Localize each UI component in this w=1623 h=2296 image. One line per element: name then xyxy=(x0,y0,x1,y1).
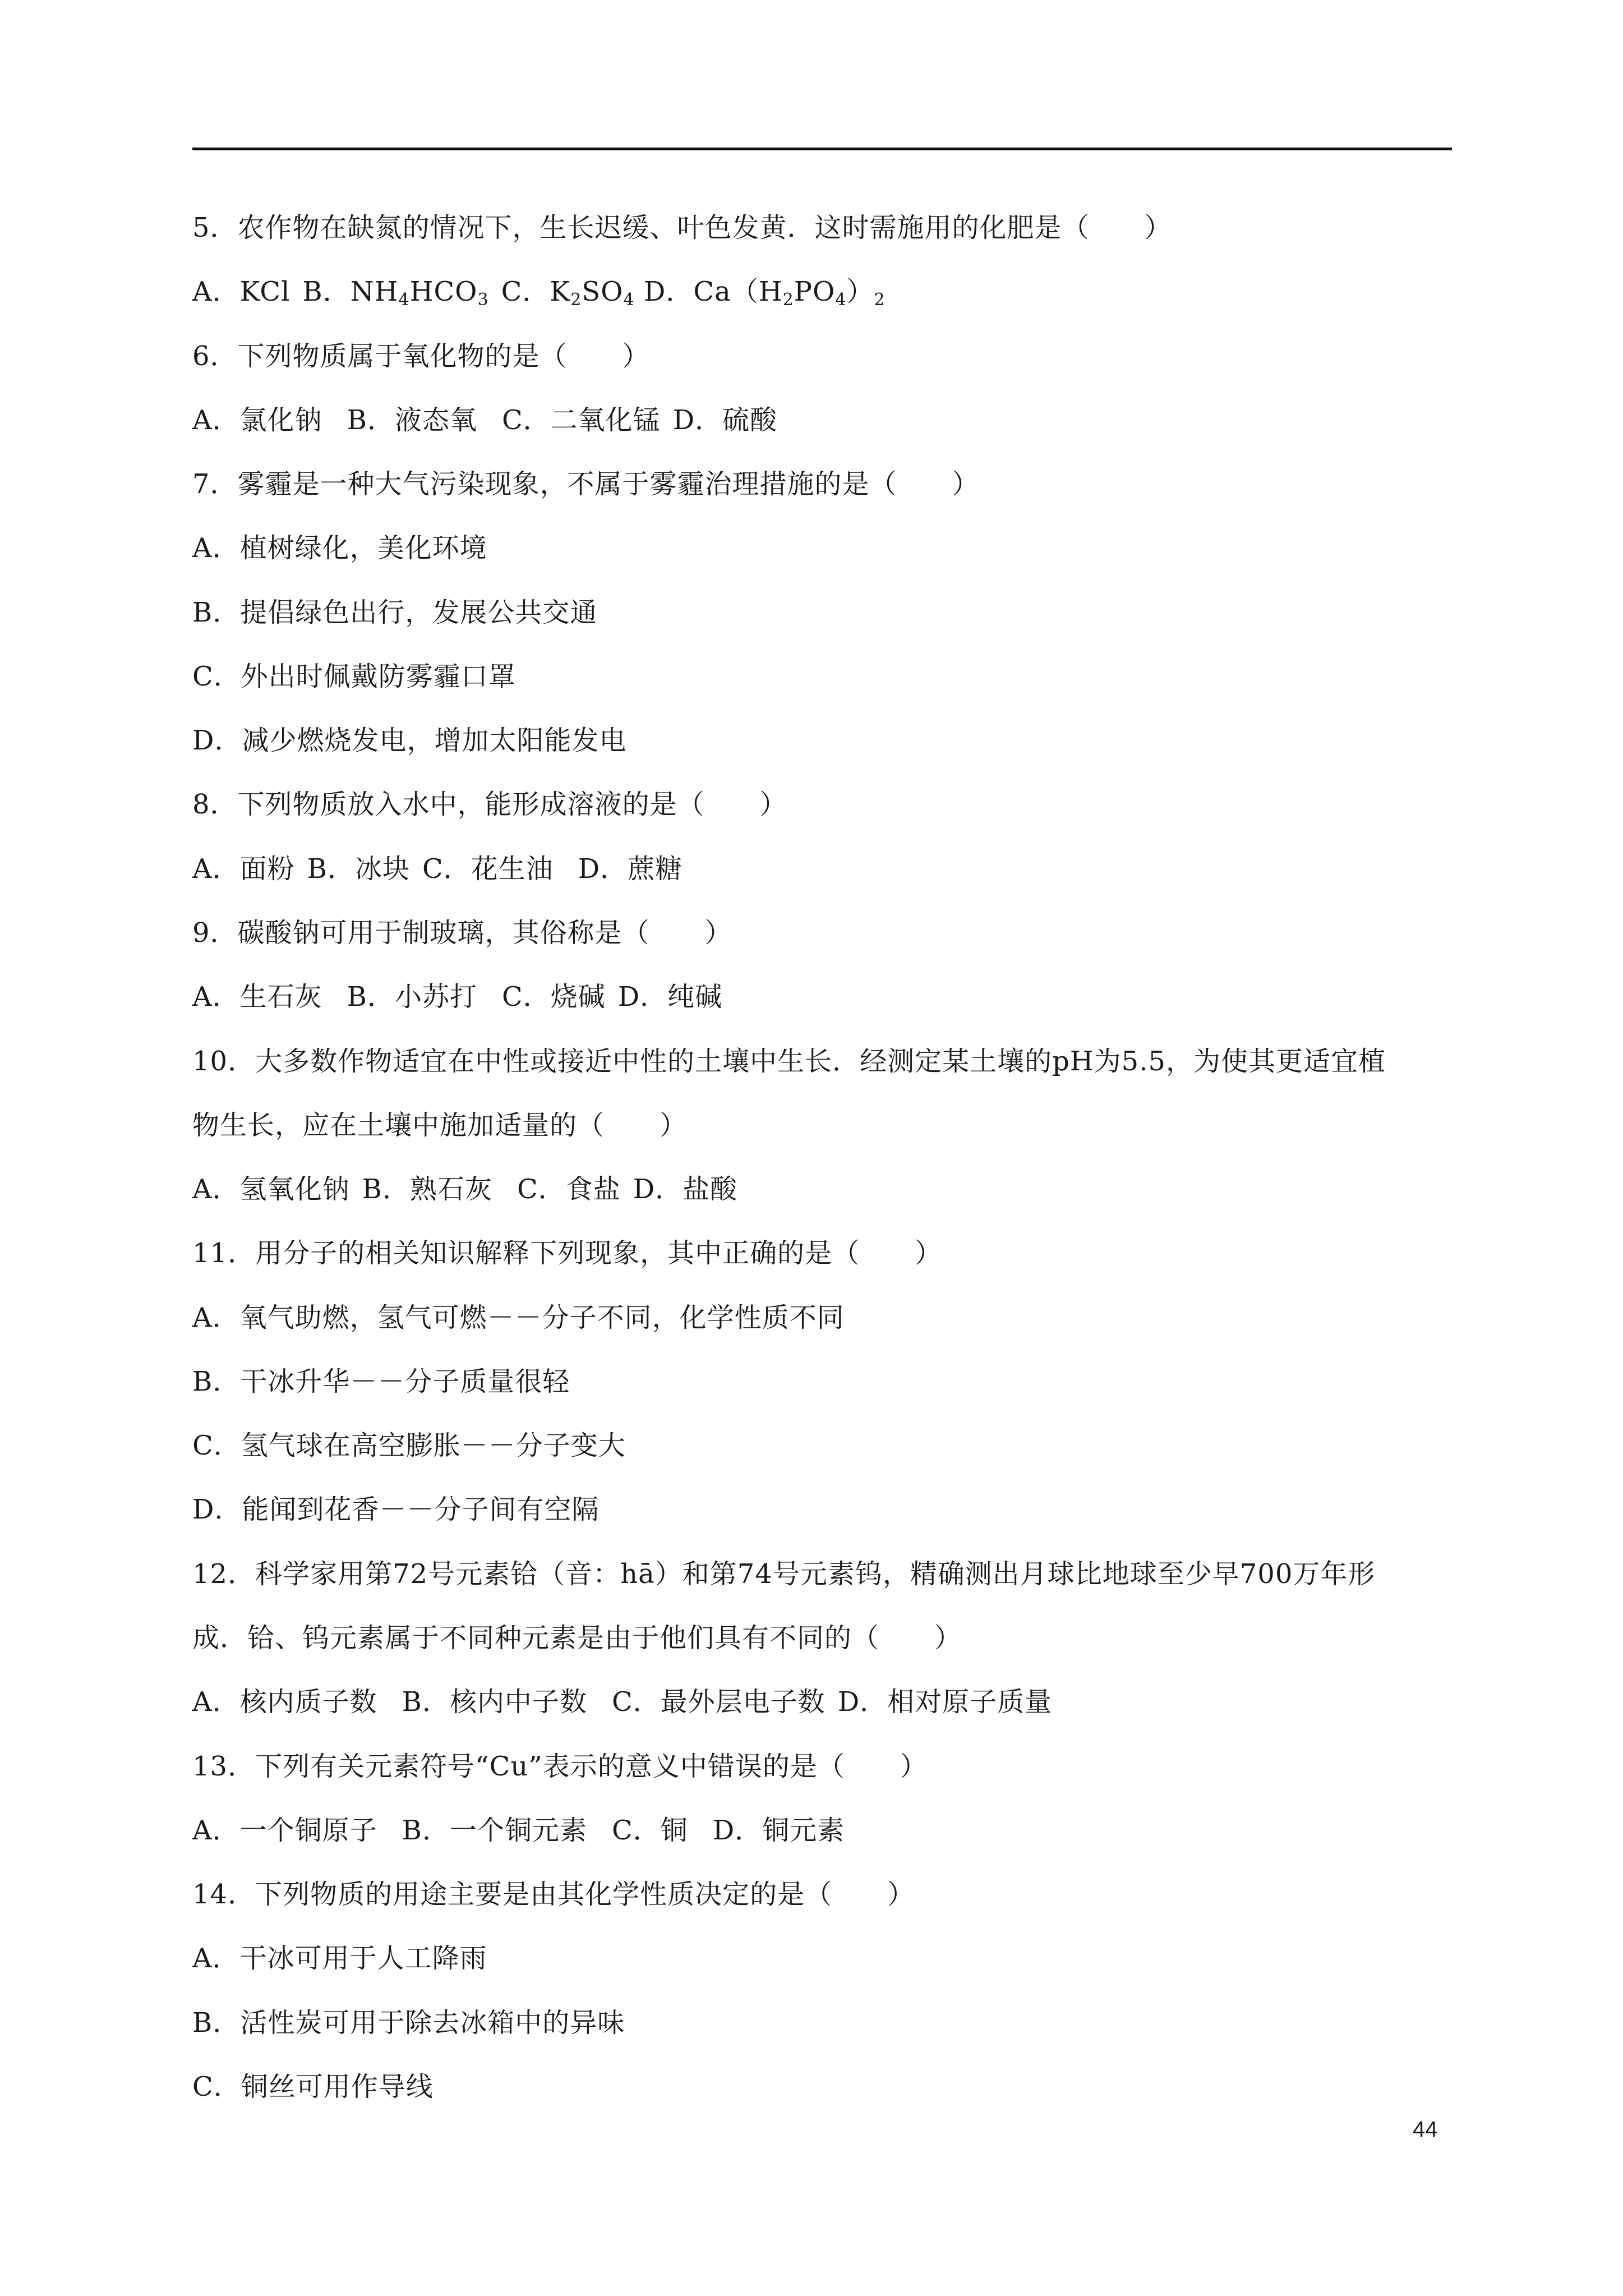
option: C．食盐 xyxy=(517,1174,621,1205)
question-13-stem: 13．下列有关元素符号“Cu”表示的意义中错误的是（ ） xyxy=(192,1751,928,1782)
option: C．氢气球在高空膨胀－－分子变大 xyxy=(192,1430,626,1461)
option: B．一个铜元素 xyxy=(402,1815,587,1846)
question-12-options xyxy=(192,1685,1052,1719)
question-10-stem-cont: 物生长，应在土壤中施加适量的（ ） xyxy=(192,1110,688,1141)
option: D．盐酸 xyxy=(633,1174,738,1205)
option: C．烧碱 xyxy=(501,981,606,1013)
option: B．液态氧 xyxy=(347,404,477,436)
question-10-stem: 10．大多数作物适宜在中性或接近中性的土壤中生长．经测定某土壤的pH为5.5，为使其更适宜植 xyxy=(192,1046,1386,1077)
option: B．提倡绿色出行，发展公共交通 xyxy=(192,597,598,628)
option: C．花生油 xyxy=(422,853,554,885)
question-10-options xyxy=(192,1172,737,1206)
question-8-stem: 8．下列物质放入水中，能形成溶液的是（ ） xyxy=(192,789,787,820)
option: C．最外层电子数 xyxy=(611,1686,826,1718)
option: A．植树绿化，美化环境 xyxy=(192,532,487,564)
option: D．能闻到花香－－分子间有空隔 xyxy=(192,1494,600,1525)
option: B．核内中子数 xyxy=(402,1686,587,1718)
option: B．干冰升华－－分子质量很轻 xyxy=(192,1366,570,1397)
option: A．氯化钠 xyxy=(192,404,322,436)
option: A．核内质子数 xyxy=(192,1686,377,1718)
question-12-stem: 12．科学家用第72号元素铪（音：hā）和第74号元素钨，精确测出月球比地球至少早700万年形 xyxy=(192,1558,1376,1590)
question-13-options xyxy=(192,1814,845,1847)
question-5-options: A．KCl B．$NH_4HCO_3$ C．$K_2SO_4$ D．$Ca(H_2PO_4)_2$ xyxy=(192,276,886,310)
option: C．铜丝可用作导线 xyxy=(192,2071,434,2102)
question-5-stem: 5．农作物在缺氮的情况下，生长迟缓、叶色发黄．这时需施用的化肥是（ ） xyxy=(192,212,1172,243)
question-6-stem: 6．下列物质属于氧化物的是（ ） xyxy=(192,341,650,372)
option: D．硫酸 xyxy=(672,404,778,436)
question-11-stem: 11．用分子的相关知识解释下列现象，其中正确的是（ ） xyxy=(192,1237,943,1269)
question-8-options xyxy=(192,852,683,886)
option: B．小苏打 xyxy=(347,981,477,1013)
option: A．一个铜原子 xyxy=(192,1815,377,1846)
option: C．二氧化锰 xyxy=(501,404,661,436)
option: B．冰块 xyxy=(307,853,410,885)
option: D．相对原子质量 xyxy=(837,1686,1053,1718)
question-9-options xyxy=(192,980,722,1014)
option: D．铜元素 xyxy=(712,1815,845,1846)
option: B．活性炭可用于除去冰箱中的异味 xyxy=(192,2007,625,2039)
option: A．面粉 xyxy=(192,853,295,885)
option: D．纯碱 xyxy=(617,981,723,1013)
option: B．熟石灰 xyxy=(362,1174,492,1205)
option: A．氧气助燃，氢气可燃－－分子不同，化学性质不同 xyxy=(192,1302,845,1333)
option: C．铜 xyxy=(611,1815,688,1846)
question-14-stem: 14．下列物质的用途主要是由其化学性质决定的是（ ） xyxy=(192,1879,915,1910)
option: A．氢氧化钠 xyxy=(192,1174,350,1205)
question-9-stem: 9．碳酸钠可用于制玻璃，其俗称是（ ） xyxy=(192,917,732,949)
option: C．外出时佩戴防雾霾口罩 xyxy=(192,661,516,692)
header-rule xyxy=(192,148,1452,150)
question-7-stem: 7．雾霾是一种大气污染现象，不属于雾霾治理措施的是（ ） xyxy=(192,468,980,500)
option: A．生石灰 xyxy=(192,981,322,1013)
question-6-options xyxy=(192,403,777,437)
option: D．蔗糖 xyxy=(578,853,683,885)
option: D．减少燃烧发电，增加太阳能发电 xyxy=(192,725,627,756)
page-number: 44 xyxy=(1413,2117,1438,2142)
question-12-stem-cont: 成．铪、钨元素属于不同种元素是由于他们具有不同的（ ） xyxy=(192,1622,962,1654)
option: A．干冰可用于人工降雨 xyxy=(192,1943,487,1974)
